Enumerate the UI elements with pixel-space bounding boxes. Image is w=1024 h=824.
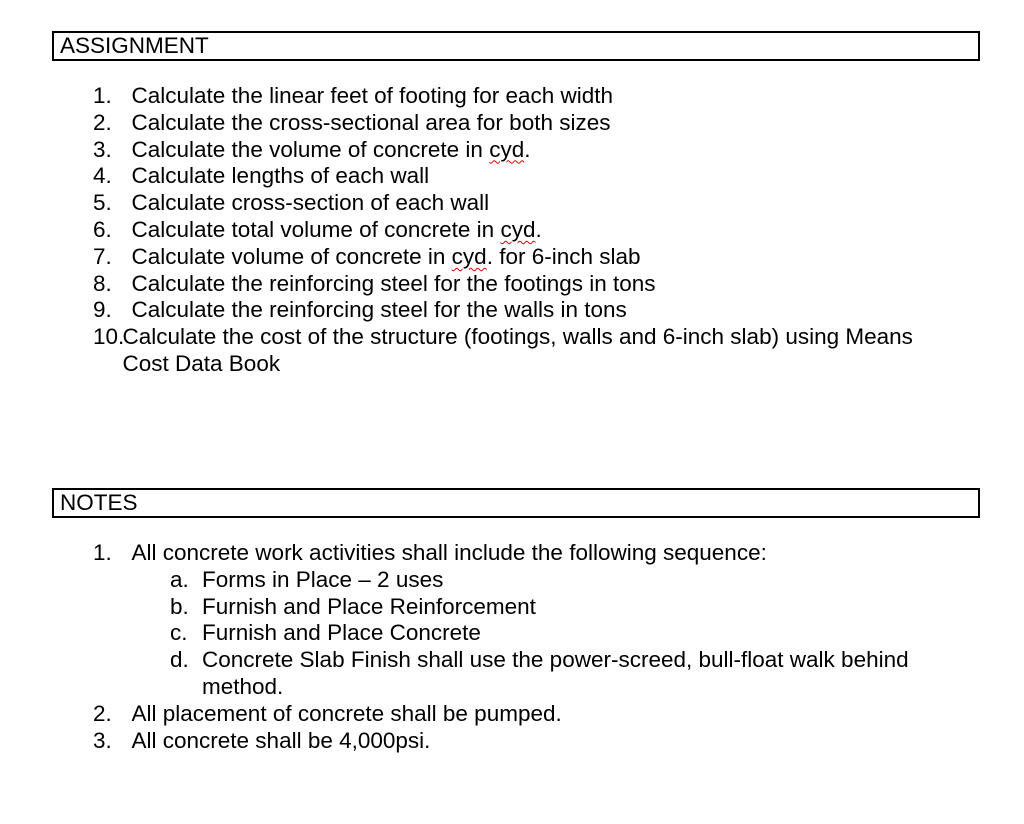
list-item-text: Calculate cross-section of each wall: [131, 190, 490, 216]
list-item: [93, 244, 990, 271]
notes-header-box: [52, 488, 980, 518]
list-item-text: Calculate total volume of concrete in cyd.: [131, 216, 542, 242]
list-item-marker: d.: [170, 647, 189, 673]
list-item-text: Furnish and Place Reinforcement: [202, 593, 536, 619]
list-item: [93, 540, 990, 567]
list-item: [93, 594, 990, 621]
list-item: [93, 647, 990, 701]
list-item-marker: 2.: [93, 700, 112, 726]
notes-header-title: NOTES: [60, 489, 138, 515]
list-item-text: Calculate lengths of each wall: [131, 163, 430, 189]
list-item-text: All concrete work activities shall include the following sequence:: [131, 540, 767, 565]
list-item: [93, 297, 990, 324]
assignment-header-title: ASSIGNMENT: [60, 32, 209, 58]
list-item-marker: 7.: [93, 243, 112, 269]
list-item: [93, 217, 990, 244]
list-item-text: Furnish and Place Concrete: [202, 620, 481, 646]
list-item-marker: 6.: [93, 216, 112, 242]
list-item-marker: 9.: [93, 297, 112, 323]
list-item-marker: 2.: [93, 109, 112, 135]
list-item-text: Calculate the linear feet of footing for each width: [131, 83, 614, 108]
list-item-text: All placement of concrete shall be pumped.: [131, 700, 562, 726]
list-item-marker: c.: [170, 620, 188, 646]
list-item: [93, 137, 990, 164]
assignment-header-box: [52, 31, 980, 61]
misspelled-word: cyd: [489, 136, 525, 162]
list-item: [93, 701, 990, 728]
list-item-marker: 3.: [93, 136, 112, 162]
misspelled-word: cyd: [500, 216, 536, 242]
list-item-text: Calculate the reinforcing steel for the walls in tons: [131, 297, 627, 323]
list-item-marker: a.: [170, 566, 189, 592]
misspelled-word: cyd: [451, 243, 487, 269]
list-item: [93, 324, 990, 378]
list-item-text: Calculate the reinforcing steel for the footings in tons: [131, 270, 656, 296]
list-item-text: All concrete shall be 4,000psi.: [131, 727, 431, 753]
list-item: [93, 271, 990, 298]
list-item-text: Calculate the volume of concrete in cyd.: [131, 136, 531, 162]
list-item-text: Concrete Slab Finish shall use the power-screed, bull-float walk behind method.: [202, 647, 909, 699]
list-item-text: Calculate volume of concrete in cyd. for 6-inch slab: [131, 243, 641, 269]
list-item: [93, 83, 990, 110]
list-item: [93, 190, 990, 217]
list-item-text: Calculate the cross-sectional area for both sizes: [131, 109, 611, 135]
list-item-marker: 8.: [93, 270, 112, 296]
list-item-marker: 1.: [93, 83, 112, 108]
list-item-marker: b.: [170, 593, 189, 619]
list-item-marker: 1.: [93, 540, 112, 565]
list-item-marker: 10.: [93, 324, 125, 350]
list-item: [93, 567, 990, 594]
assignment-list: [93, 83, 990, 378]
list-item-marker: 3.: [93, 727, 112, 753]
list-item-marker: 5.: [93, 190, 112, 216]
list-item: [93, 728, 990, 755]
list-item-marker: 4.: [93, 163, 112, 189]
list-item: [93, 620, 990, 647]
list-item: [93, 163, 990, 190]
list-item-text: Forms in Place – 2 uses: [202, 566, 444, 592]
notes-list: [93, 540, 990, 754]
list-item-text: Calculate the cost of the structure (footings, walls and 6-inch slab) using Means Cost Data Book: [122, 324, 913, 376]
list-item: [93, 110, 990, 137]
